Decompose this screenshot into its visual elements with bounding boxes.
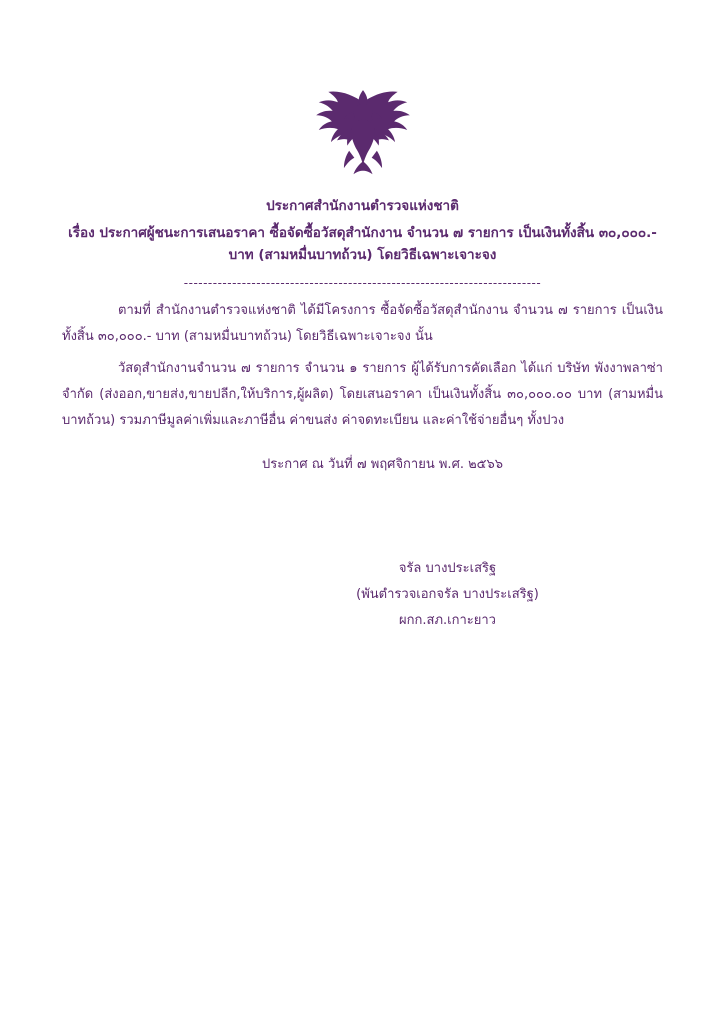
subject-line: [62, 223, 663, 266]
signature-name: จรัล บางประเสริฐ: [398, 561, 497, 577]
signature-rank-name: (พันตำรวจเอกจรัล บางประเสริฐ): [356, 587, 539, 603]
title-block: [62, 196, 663, 266]
signature-block: [62, 556, 663, 634]
announcement-date: ประกาศ ณ วันที่ ๗ พฤศจิกายน พ.ศ. ๒๕๖๖: [261, 457, 503, 473]
divider: --------------------------------------------------------------------------: [183, 276, 542, 291]
garuda-emblem: [311, 78, 415, 182]
subject-line-second: บาท (สามหมื่นบาทถ้วน) โดยวิธีเฉพาะเจาะจง: [228, 246, 497, 263]
paragraph-two: วัสดุสำนักงานจำนวน ๗ รายการ จำนวน ๑ รายการ ผู้ได้รับการคัดเลือก ได้แก่ บริษัท พังงาพลาซ่า จำกัด (ส่งออก,ขายส่ง,ขายปลีก,ให้บริการ,ผู้ผลิต) โดยเสนอราคา เป็นเงินทั้งสิ้น ๓๐,๐๐๐.๐๐ บาท (สามหมื่นบาทถ้วน) รวมภาษีมูลค่าเพิ่มและภาษีอื่น ค่าขนส่ง ค่าจดทะเบียน และค่าใช้จ่ายอื่นๆ ทั้งปวง: [62, 361, 663, 429]
signature-position: ผกก.สภ.เกาะยาว: [399, 613, 496, 629]
paragraph-one: ตามที่ สำนักงานตำรวจแห่งชาติ ได้มีโครงการ ซื้อจัดซื้อวัสดุสำนักงาน จำนวน ๗ รายการ เป็นเงินทั้งสิ้น ๓๐,๐๐๐.- บาท (สามหมื่นบาทถ้วน) โดยวิธีเฉพาะเจาะจง นั้น: [62, 303, 663, 345]
page-title: ประกาศสำนักงานตำรวจแห่งชาติ: [266, 198, 459, 214]
subject-line-first: เรื่อง ประกาศผู้ชนะการเสนอราคา ซื้อจัดซื้อวัสดุสำนักงาน จำนวน ๗ รายการ เป็นเงินทั้งสิ้น ๓๐,๐๐๐.-: [68, 224, 657, 241]
emblem-container: [62, 0, 663, 182]
